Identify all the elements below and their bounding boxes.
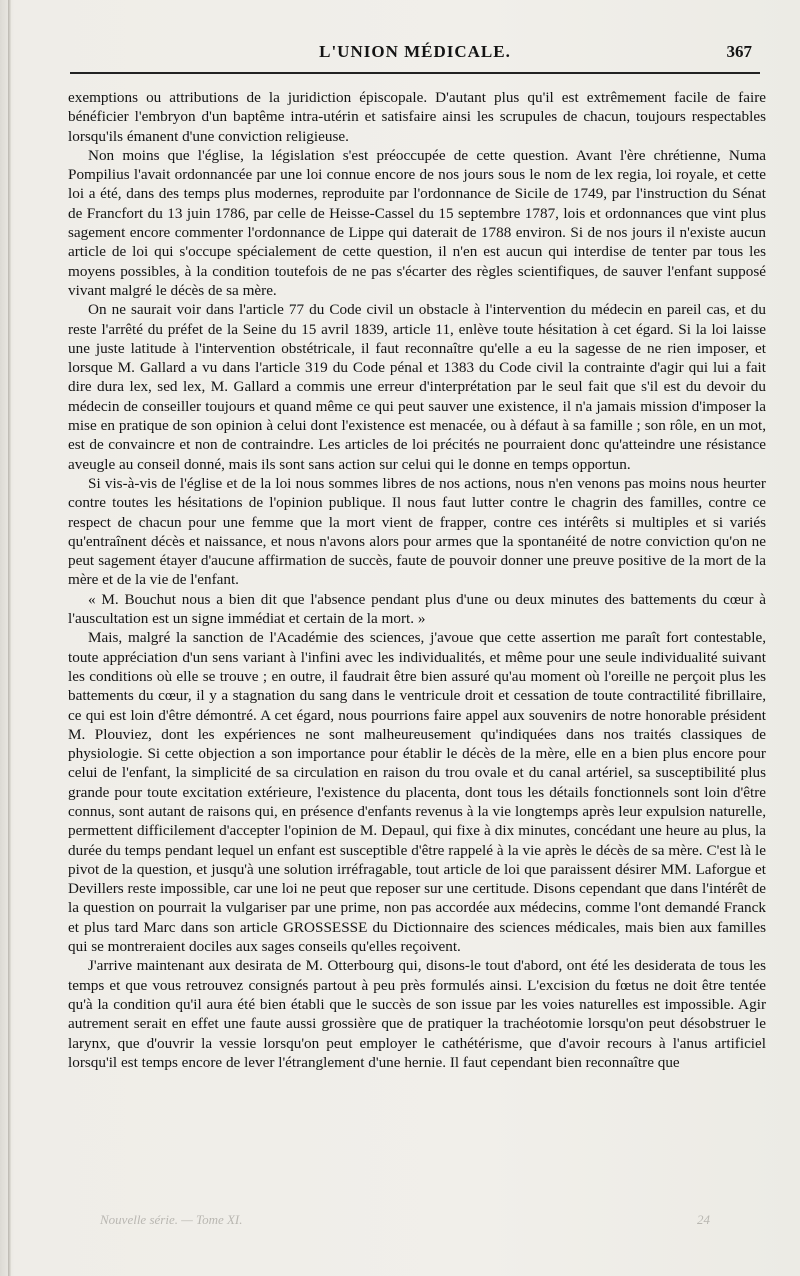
paragraph-public-opinion: Si vis-à-vis de l'église et de la loi nous sommes libres de nos actions, nous n'en venons pas moins nous heurter contre toutes les hésitations de l'opinion publique. Il nous faut lutter contre le chagrin des familles, contre ce respect de chacun pour une femme que la mort vient de frapper, contre ces intérêts si multiples et si variés qu'entraînent décès et naissance, et nous n'avons alors pour armes que la spontanéité de notre conviction qu'on ne peut sagement étayer d'aucune affirmation de succès, faute de pouvoir donner une preuve positive de la mort de la mère et de la vie de l'enfant. [68, 474, 766, 589]
paragraph-otterbourg: J'arrive maintenant aux desirata de M. Otterbourg qui, disons-le tout d'abord, ont été les desiderata de tous les temps et que vous retrouvez consignés partout à peu près formulés ainsi. L'excision du fœtus ne doit être tentée qu'à la condition qu'il aura été bien établi que le succès de son issue par les voies naturelles est impossible. Agir autrement serait en effet une faute aussi grossière que de pratiquer la trachéotomie lorsqu'on peut désobstruer le larynx, que d'ouvrir la vessie lorsqu'on peut employer le cathétérisme, que d'avoir recours à l'anus artificiel lorsqu'il est temps encore de lever l'étranglement d'une hernie. Il faut cependant bien reconnaître que [68, 957, 766, 1071]
paragraph-bouchut-quote: « M. Bouchut nous a bien dit que l'absence pendant plus d'une ou deux minutes des battements du cœur à l'auscultation est un signe immédiat et certain de la mort. » [68, 590, 766, 628]
paragraph-continued: exemptions ou attributions de la juridiction épiscopale. D'autant plus qu'il est extrêmement facile de faire bénéficier l'embryon d'un baptême intra-utérin et satisfaire ainsi les scrupules de chacun, toujours respectables lorsqu'ils émanent d'une conviction religieuse. [68, 89, 766, 145]
running-title: L'UNION MÉDICALE. [319, 42, 511, 61]
body-text [68, 88, 766, 1072]
page-gutter-shadow [8, 0, 11, 1276]
paragraph-legislation: Non moins que l'église, la législation s'est préoccupée de cette question. Avant l'ère chrétienne, Numa Pompilius l'avait ordonnancée par une loi connue encore de nos jours sous le nom de lex regia, loi royale, et cette loi a été, dans des temps plus modernes, reproduite par l'ordonnance de Sicile de 1749, par l'instruction du Sénat de Francfort du 13 juin 1786, par celle de Heisse-Cassel du 15 septembre 1787, lois et ordonnances que vint plus sagement encore commenter l'ordonnance de Lippe qui daterait de 1788 environ. Si de nos jours il n'existe aucun article de loi qui s'occupe spécialement de cette question, il n'en est aucun qui interdise de tenter par tous les moyens possibles, à la condition toutefois de ne pas s'écarter des règles scientifiques, de sauver l'enfant supposé vivant malgré le décès de sa mère. [68, 146, 766, 299]
footer-signature: 24 [697, 1212, 710, 1227]
paragraph-academy: Mais, malgré la sanction de l'Académie des sciences, j'avoue que cette assertion me paraît fort contestable, toute appréciation d'un sens variant à l'infini avec les individualités, et même pour une seule individualité suivant les conditions où elle se trouve ; en outre, il faudrait être bien assuré qu'au moment où l'oreille ne perçoit plus les battements du cœur, il y a stagnation du sang dans le ventricule droit et cessation de toute contractilité fibrillaire, ce qui est loin d'être démontré. A cet égard, nous pourrions faire appel aux souvenirs de notre honorable président M. Plouviez, dont les expériences ne sont malheureusement qu'indiquées dans nos traités classiques de physiologie. Si cette objection a son importance pour établir le décès de la mère, elle en a bien plus encore pour celui de l'enfant, la simplicité de sa circulation en raison du trou ovale et du canal artériel, sa susceptibilité plus grande pour toute excitation extérieure, l'existence du placenta, dont tous les détails fonctionnels sont loin d'être connus, sont autant de raisons qui, en présence d'enfants revenus à la vie longtemps après leur expulsion naturelle, permettent difficilement d'accepter l'opinion de M. Depaul, qui fixe à dix minutes, concédant une heure au plus, la durée du temps pendant lequel un enfant est susceptible d'être rappelé à la vie après le décès de sa mère. C'est là le pivot de la question, et jusqu'à une solution irréfragable, tout article de loi que paraissent désirer MM. Laforgue et Devillers reste impossible, car une loi ne peut que reposer sur une certitude. Disons cependant que dans l'intérêt de la question on pourrait la vulgariser par une prime, non pas accordée aux médecins, comme l'ont demandé Franck et plus tard Marc dans son article GROSSESSE du Dictionnaire des sciences médicales, mais bien aux familles qui se montreraient dociles aux sages conseils qu'elles reçoivent. [68, 629, 766, 956]
footer-series: Nouvelle série. — Tome XI. [100, 1212, 243, 1227]
page-header [70, 42, 760, 72]
page-footer [100, 1212, 740, 1234]
header-rule [70, 72, 760, 74]
paragraph-code-civil: On ne saurait voir dans l'article 77 du Code civil un obstacle à l'intervention du médecin en pareil cas, et du reste l'arrêté du préfet de la Seine du 15 avril 1839, article 11, enlève toute hésitation à cet égard. Si la loi laisse une juste latitude à l'intervention obstétricale, il faut reconnaître qu'elle a eu la sagesse de ne rien imposer, et lorsque M. Gallard a vu dans l'article 319 du Code pénal et 1383 du Code civil la contrainte d'agir qui lui a fait dire dura lex, sed lex, M. Gallard a commis une erreur d'interprétation par le seul fait que s'il est du devoir du médecin de conseiller toujours et quand même ce qui peut sauver une existence, il n'a jamais mission d'imposer la mise en pratique de son opinion à celui dont l'existence est menacée, ou à défaut à sa famille ; son rôle, en un mot, est de convaincre et non de contraindre. Les articles de loi précités ne pourraient donc qu'atteindre une résistance aveugle au conseil donné, mais ils sont sans action sur celui qui le donne en temps opportun. [68, 301, 766, 473]
page-number: 367 [726, 42, 752, 61]
